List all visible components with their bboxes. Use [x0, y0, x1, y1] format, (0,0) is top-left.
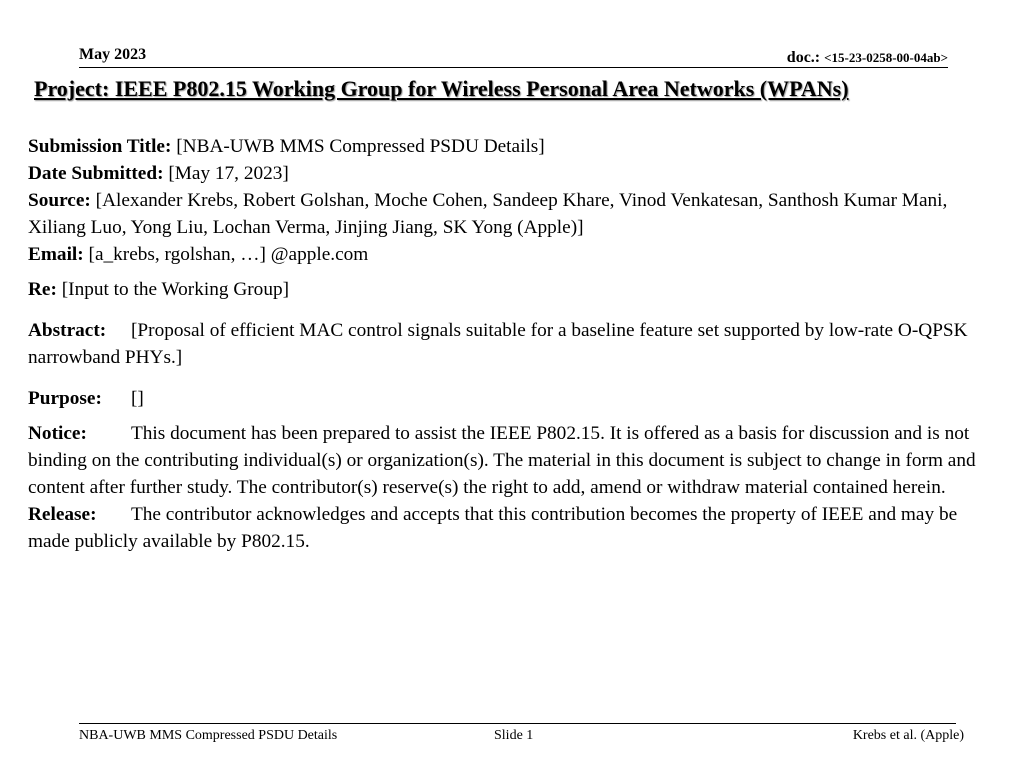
re-label: Re: [28, 279, 57, 300]
date-submitted-label: Date Submitted: [28, 163, 164, 184]
date-submitted-value: [May 17, 2023] [163, 163, 289, 184]
re-value: [Input to the Working Group] [56, 279, 290, 300]
header-divider [79, 67, 948, 68]
footer-author: Krebs et al. (Apple) [852, 728, 964, 743]
header-doc-id [787, 49, 948, 67]
email-line [28, 241, 996, 268]
submission-title-line [28, 133, 996, 160]
submission-title-value: [NBA-UWB MMS Compressed PSDU Details] [171, 136, 545, 157]
purpose-label: Purpose: [28, 388, 102, 409]
submission-title-label: Submission Title: [28, 136, 172, 157]
notice-label: Notice: [28, 423, 87, 444]
doc-label: doc.: [786, 49, 825, 66]
notice-line [28, 420, 996, 501]
source-value: [Alexander Krebs, Robert Golshan, Moche Cohen, Sandeep Khare, Vinod Venkatesan, Santhosh Kumar Mani, Xiliang Luo, Yong Liu, Lochan Verma, Jinjing Jiang, SK Yong (Apple)] [28, 190, 948, 238]
purpose-value: [] [131, 388, 144, 409]
notice-value: This document has been prepared to assist the IEEE P802.15. It is offered as a basis for discussion and is not binding on the contributing individual(s) or organization(s). The material in this document is subject to change in form and content after further study. The contributor(s) reserve(s) the right to add, amend or withdraw material contained herein. [28, 423, 976, 498]
abstract-value: [Proposal of efficient MAC control signals suitable for a baseline feature set supported by low-rate O-QPSK narrowband PHYs.] [28, 320, 968, 368]
email-label: Email: [28, 244, 84, 265]
purpose-line [28, 385, 996, 412]
email-value: [a_krebs, rgolshan, …] @apple.com [83, 244, 369, 265]
header-date: May 2023 [79, 46, 147, 63]
source-label: Source: [28, 190, 91, 211]
release-line [28, 501, 996, 555]
footer-title: NBA-UWB MMS Compressed PSDU Details [79, 728, 338, 743]
slide-number: Slide 1 [494, 728, 534, 743]
release-label: Release: [28, 504, 97, 525]
doc-number: <15-23-0258-00-04ab> [824, 50, 948, 65]
abstract-label: Abstract: [28, 320, 107, 341]
source-line [28, 187, 996, 241]
re-line [28, 276, 996, 303]
abstract-line [28, 317, 996, 371]
footer-divider [79, 723, 956, 724]
release-value: The contributor acknowledges and accepts that this contribution becomes the property of IEEE and may be made publicly available by P802.15. [28, 504, 958, 552]
date-submitted-line [28, 160, 996, 187]
document-body [28, 133, 996, 555]
project-title: Project: IEEE P802.15 Working Group for Wireless Personal Area Networks (WPANs) [34, 76, 849, 101]
